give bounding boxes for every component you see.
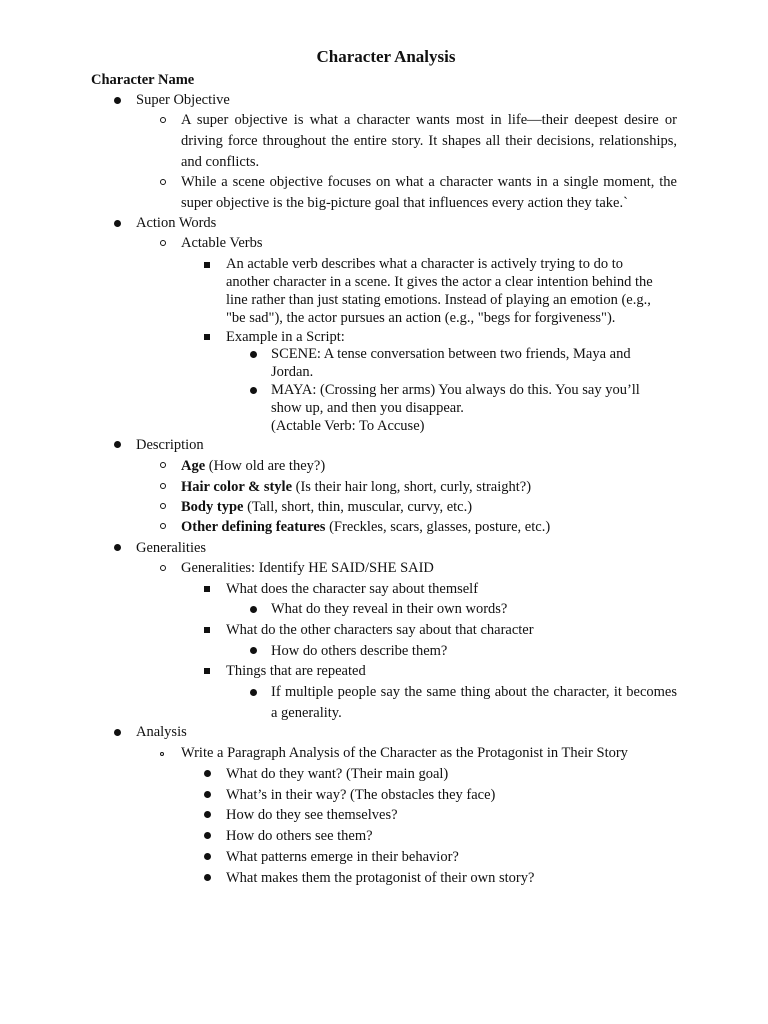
bullet-square xyxy=(204,586,210,592)
bullet-dot xyxy=(250,689,257,696)
bullet-dot xyxy=(114,544,121,551)
page-title: Character Analysis xyxy=(316,47,456,66)
maya-line: show up, and then you disappear. xyxy=(271,400,464,416)
bullet-circle xyxy=(160,523,166,529)
bullet-dot xyxy=(204,874,211,881)
bullet-dot xyxy=(114,97,121,104)
bullet-dot xyxy=(250,351,257,358)
actable-verb-def-line: "be sad"), the actor pursues an action (e.g., "begs for forgiveness"). xyxy=(226,310,616,326)
description-item-hair: Hair color & style (Is their hair long, short, curly, straight?) xyxy=(181,479,532,495)
super-objective-paragraph-1: A super objective is what a character wants most in life—their deepest desire or driving force throughout the entire story. It shapes all their decisions, relationships, and conflicts. xyxy=(181,112,677,170)
bullet-dot xyxy=(114,729,121,736)
action-words-label: Action Words xyxy=(136,215,217,231)
bullet-circle xyxy=(160,462,166,468)
super-objective-paragraph-2: While a scene objective focuses on what a character wants in a single moment, the super objective is the big-picture goal that influences every action they take.` xyxy=(181,174,677,211)
scene-line: SCENE: A tense conversation between two friends, Maya and xyxy=(271,346,631,362)
analysis-question: What patterns emerge in their behavior? xyxy=(226,849,459,865)
generalities-label: Generalities xyxy=(136,540,207,556)
actable-verb-def-line: line rather than just stating emotions. Instead of playing an emotion (e.g., xyxy=(226,292,651,308)
analysis-question: How do others see them? xyxy=(226,828,373,844)
analysis-question: How do they see themselves? xyxy=(226,807,398,823)
bullet-circle xyxy=(160,240,166,246)
bullet-dot xyxy=(204,791,211,798)
bullet-circle xyxy=(160,503,166,509)
section-heading: Character Name xyxy=(91,72,195,88)
analysis-question: What’s in their way? (The obstacles they face) xyxy=(226,787,496,803)
bullet-circle xyxy=(160,179,166,185)
generalities-answer: How do others describe them? xyxy=(271,643,448,659)
bullet-dot xyxy=(250,606,257,613)
bullet-circle xyxy=(160,117,166,123)
actable-verb-def-line: An actable verb describes what a character is actively trying to do to xyxy=(226,256,623,272)
generalities-answer: If multiple people say the same thing about the character, it becomes a generality. xyxy=(271,684,677,721)
bullet-dot xyxy=(204,853,211,860)
bullet-dot xyxy=(204,832,211,839)
actable-verb-def-line: another character in a scene. It gives the actor a clear intention behind the xyxy=(226,274,653,290)
bullet-dot xyxy=(250,647,257,654)
maya-line: MAYA: (Crossing her arms) You always do this. You say you’ll xyxy=(271,382,640,398)
description-label: Description xyxy=(136,437,204,453)
bullet-dot xyxy=(114,441,121,448)
generalities-question: What do the other characters say about that character xyxy=(226,622,534,638)
bullet-dot xyxy=(204,811,211,818)
description-item-age: Age (How old are they?) xyxy=(181,458,326,474)
bullet-square xyxy=(204,627,210,633)
analysis-sub: Write a Paragraph Analysis of the Character as the Protagonist in Their Story xyxy=(181,745,628,761)
analysis-question: What makes them the protagonist of their own story? xyxy=(226,870,535,886)
bullet-dot xyxy=(250,387,257,394)
analysis-label: Analysis xyxy=(136,724,187,740)
bullet-dot xyxy=(204,770,211,777)
example-label: Example in a Script: xyxy=(226,329,345,345)
description-item-body: Body type (Tall, short, thin, muscular, curvy, etc.) xyxy=(181,499,473,515)
generalities-answer: What do they reveal in their own words? xyxy=(271,601,508,617)
scene-line: Jordan. xyxy=(271,364,314,380)
analysis-question: What do they want? (Their main goal) xyxy=(226,766,449,782)
bullet-circle xyxy=(160,483,166,489)
super-objective-label: Super Objective xyxy=(136,92,230,108)
maya-line: (Actable Verb: To Accuse) xyxy=(271,418,425,434)
bullet-square xyxy=(204,262,210,268)
bullet-square xyxy=(204,668,210,674)
bullet-circle-small xyxy=(160,752,164,756)
actable-verbs-label: Actable Verbs xyxy=(181,235,263,251)
generalities-sub: Generalities: Identify HE SAID/SHE SAID xyxy=(181,560,434,576)
bullet-square xyxy=(204,334,210,340)
description-item-features: Other defining features (Freckles, scars, glasses, posture, etc.) xyxy=(181,519,551,535)
bullet-circle xyxy=(160,565,166,571)
bullet-dot xyxy=(114,220,121,227)
generalities-question: What does the character say about themself xyxy=(226,581,479,597)
generalities-question: Things that are repeated xyxy=(226,663,366,679)
